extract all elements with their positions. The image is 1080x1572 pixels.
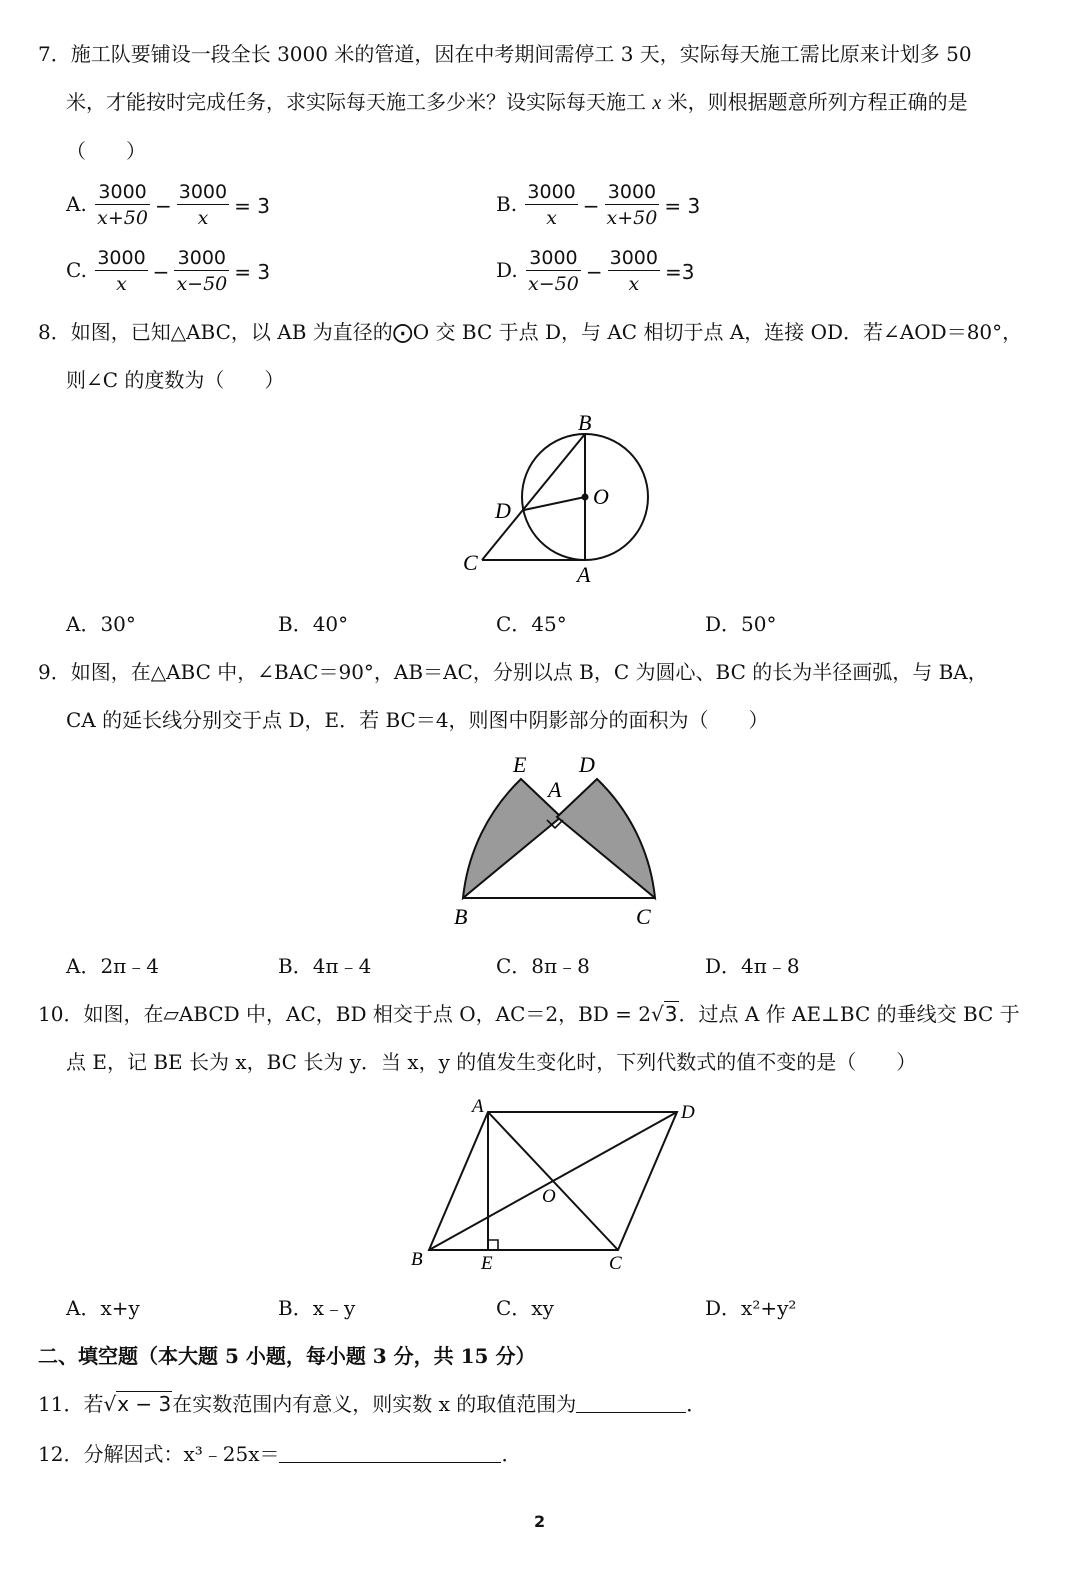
q10-label-c: C bbox=[609, 1253, 622, 1274]
q10-line1: 10．如图，在▱ABCD 中，AC，BD 相交于点 O，AC＝2，BD = 2√3．过点 A 作 AE⊥BC 的垂线交 BC 于 bbox=[38, 1002, 1020, 1026]
q8-figure bbox=[455, 410, 655, 590]
q7-option-b: B. $\frac{3000}{x}$ − $\frac{3000}{x+50}$ = 3 bbox=[496, 181, 701, 229]
q10-right-angle-mark bbox=[488, 1240, 498, 1250]
q7-option-a: A. $\frac{3000}{x+50}$ − $\frac{3000}{x}$ = 3 bbox=[66, 181, 270, 229]
answer-blank[interactable] bbox=[576, 1392, 686, 1413]
q9-option-a: A．2π﹣4 bbox=[66, 954, 160, 978]
q7-option-d: D. $\frac{3000}{x-50}$ − $\frac{3000}{x}$ =3 bbox=[496, 247, 695, 295]
q8-line1: 8．如图，已知△ABC，以 AB 为直径的⨀O 交 BC 于点 D，与 AC 相切于点 A，连接 OD．若∠AOD＝80°， bbox=[38, 320, 1023, 344]
q9-shaded-right bbox=[557, 779, 655, 898]
q8-label-a: A bbox=[577, 562, 591, 587]
q8-label-c: C bbox=[463, 550, 478, 575]
q10-figure bbox=[405, 1092, 705, 1277]
q9-label-c: C bbox=[636, 904, 651, 929]
q9-label-d: D bbox=[579, 752, 595, 777]
q10-label-e: E bbox=[481, 1253, 493, 1274]
q10-diagonal-bd bbox=[429, 1112, 677, 1250]
answer-blank[interactable] bbox=[279, 1442, 501, 1463]
q7-option-c: C. $\frac{3000}{x}$ − $\frac{3000}{x-50}$ = 3 bbox=[66, 247, 271, 295]
q7-answer-paren: （ ） bbox=[66, 139, 146, 163]
q10-option-a: A．x+y bbox=[66, 1296, 140, 1320]
q8-option-b: B．40° bbox=[278, 612, 349, 636]
q8-label-d: D bbox=[495, 498, 511, 523]
q10-label-o: O bbox=[542, 1186, 556, 1207]
q12-line: 12．分解因式：x³﹣25x＝ ． bbox=[38, 1442, 522, 1466]
q9-label-e: E bbox=[513, 752, 527, 777]
q10-option-b: B．x﹣y bbox=[278, 1296, 356, 1320]
q8-label-o: O bbox=[593, 484, 609, 509]
q9-option-c: C．8π﹣8 bbox=[496, 954, 590, 978]
section-title: 二、填空题（本大题 5 小题，每小题 3 分，共 15 分） bbox=[38, 1344, 536, 1368]
q9-option-b: B．4π﹣4 bbox=[278, 954, 372, 978]
q10-line2: 点 E，记 BE 长为 x，BC 长为 y．当 x，y 的值发生变化时，下列代数式的值不变的是（ ） bbox=[66, 1050, 917, 1074]
sqrt-symbol: √3 bbox=[651, 1002, 678, 1026]
q10-label-a: A bbox=[472, 1096, 484, 1117]
sqrt-symbol: √x − 3 bbox=[103, 1392, 172, 1416]
q8-label-b: B bbox=[578, 410, 592, 435]
q9-line2: CA 的延长线分别交于点 D，E．若 BC＝4，则图中阴影部分的面积为（ ） bbox=[66, 708, 769, 732]
q9-label-b: B bbox=[454, 904, 468, 929]
q9-shaded-left bbox=[463, 779, 561, 898]
q8-line-cb bbox=[482, 434, 585, 560]
q8-line2: 则∠C 的度数为（ ） bbox=[66, 368, 285, 392]
q7-line2: 米，才能按时完成任务，求实际每天施工多少米？设实际每天施工 x 米，则根据题意所列方程正确的是 bbox=[66, 90, 968, 114]
q10-option-d: D．x²+y² bbox=[705, 1296, 797, 1320]
q10-option-c: C．xy bbox=[496, 1296, 554, 1320]
q11-line: 11．若√x − 3在实数范围内有意义，则实数 x 的取值范围为 ． bbox=[38, 1392, 707, 1416]
q8-option-a: A．30° bbox=[66, 612, 136, 636]
q9-option-d: D．4π﹣8 bbox=[705, 954, 800, 978]
q9-figure bbox=[440, 750, 680, 935]
q7-line1: 7．施工队要铺设一段全长 3000 米的管道，因在中考期间需停工 3 天，实际每天施工需比原来计划多 50 bbox=[38, 42, 972, 66]
q8-option-c: C．45° bbox=[496, 612, 567, 636]
q9-label-a: A bbox=[548, 777, 562, 802]
q8-center-dot bbox=[582, 494, 589, 501]
q10-label-b: B bbox=[411, 1249, 423, 1270]
q10-label-d: D bbox=[681, 1102, 695, 1123]
q9-line1: 9．如图，在△ABC 中，∠BAC＝90°，AB＝AC，分别以点 B，C 为圆心、BC 的长为半径画弧，与 BA， bbox=[38, 660, 988, 684]
q8-option-d: D．50° bbox=[705, 612, 777, 636]
page-number: 2 bbox=[534, 1512, 546, 1531]
